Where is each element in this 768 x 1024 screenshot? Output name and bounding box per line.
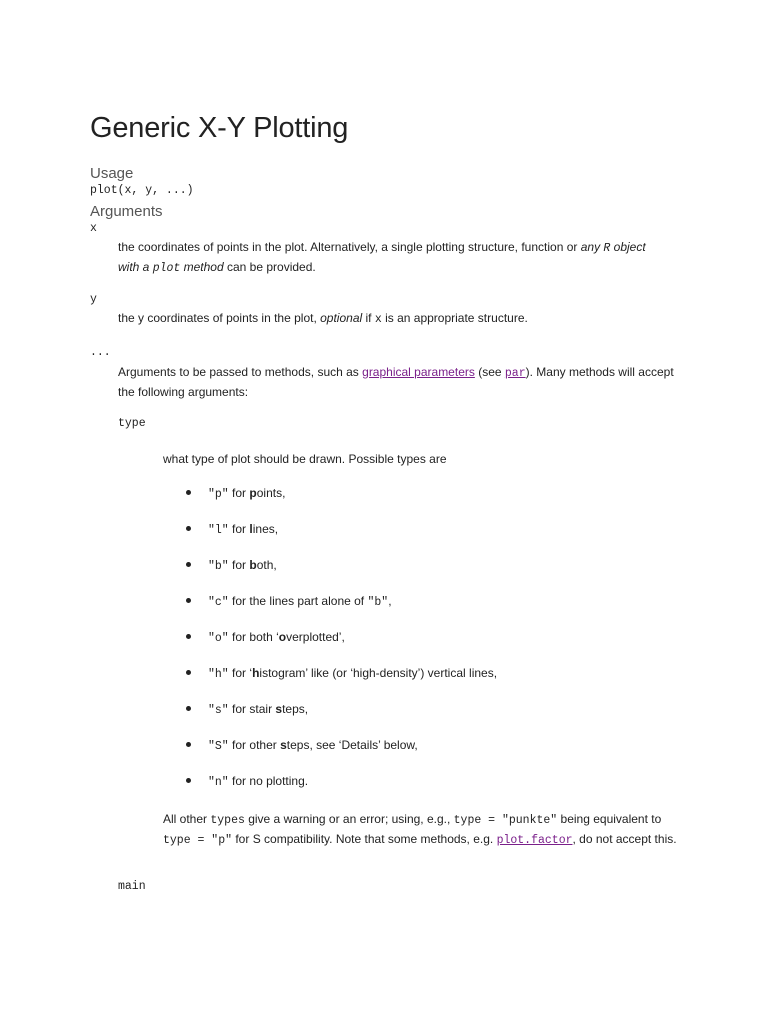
arguments-heading: Arguments <box>90 203 163 220</box>
arg-dots-description: Arguments to be passed to methods, such as graphical parameters (see par). Many methods will accept the following arguments: <box>118 365 674 399</box>
page-title: Generic X-Y Plotting <box>90 112 349 144</box>
r-code: R <box>603 242 611 255</box>
plot-type-list <box>180 484 497 808</box>
list-item: "p" for points, <box>180 484 497 520</box>
arg-x-description: the coordinates of points in the plot. Alternatively, a single plotting structure, function or any R object with a plot method can be provided. <box>118 240 646 275</box>
list-item: "s" for stair steps, <box>180 700 497 736</box>
list-item: "o" for both ‘overplotted’, <box>180 628 497 664</box>
plot-factor-link[interactable]: plot.factor <box>496 834 573 847</box>
arg-y-name: y <box>90 293 97 306</box>
arg-type-description: what type of plot should be drawn. Possible types are <box>163 452 447 466</box>
list-item: "S" for other steps, see ‘Details’ below, <box>180 736 497 772</box>
list-item: "c" for the lines part alone of "b", <box>180 592 497 628</box>
list-item: "h" for ‘histogram’ like (or ‘high-density’) vertical lines, <box>180 664 497 700</box>
arg-y-description: the y coordinates of points in the plot, optional if x is an appropriate structure. <box>118 311 528 326</box>
list-item: "n" for no plotting. <box>180 772 497 808</box>
list-item: "l" for lines, <box>180 520 497 556</box>
par-link[interactable]: par <box>504 367 526 380</box>
other-types-note: All other types give a warning or an error; using, e.g., type = "punkte" being equivalent to type = "p" for S compatibility. Note that some methods, e.g. plot.factor, do not accept this. <box>163 812 677 847</box>
arg-type-name: type <box>118 417 146 430</box>
list-item: "b" for both, <box>180 556 497 592</box>
usage-heading: Usage <box>90 165 134 182</box>
usage-code: plot(x, y, ...) <box>90 184 194 197</box>
arg-dots-name: ... <box>90 346 111 359</box>
arg-main-name: main <box>118 880 146 893</box>
arg-x-name: x <box>90 222 97 235</box>
graphical-parameters-link[interactable]: graphical parameters <box>362 365 475 379</box>
